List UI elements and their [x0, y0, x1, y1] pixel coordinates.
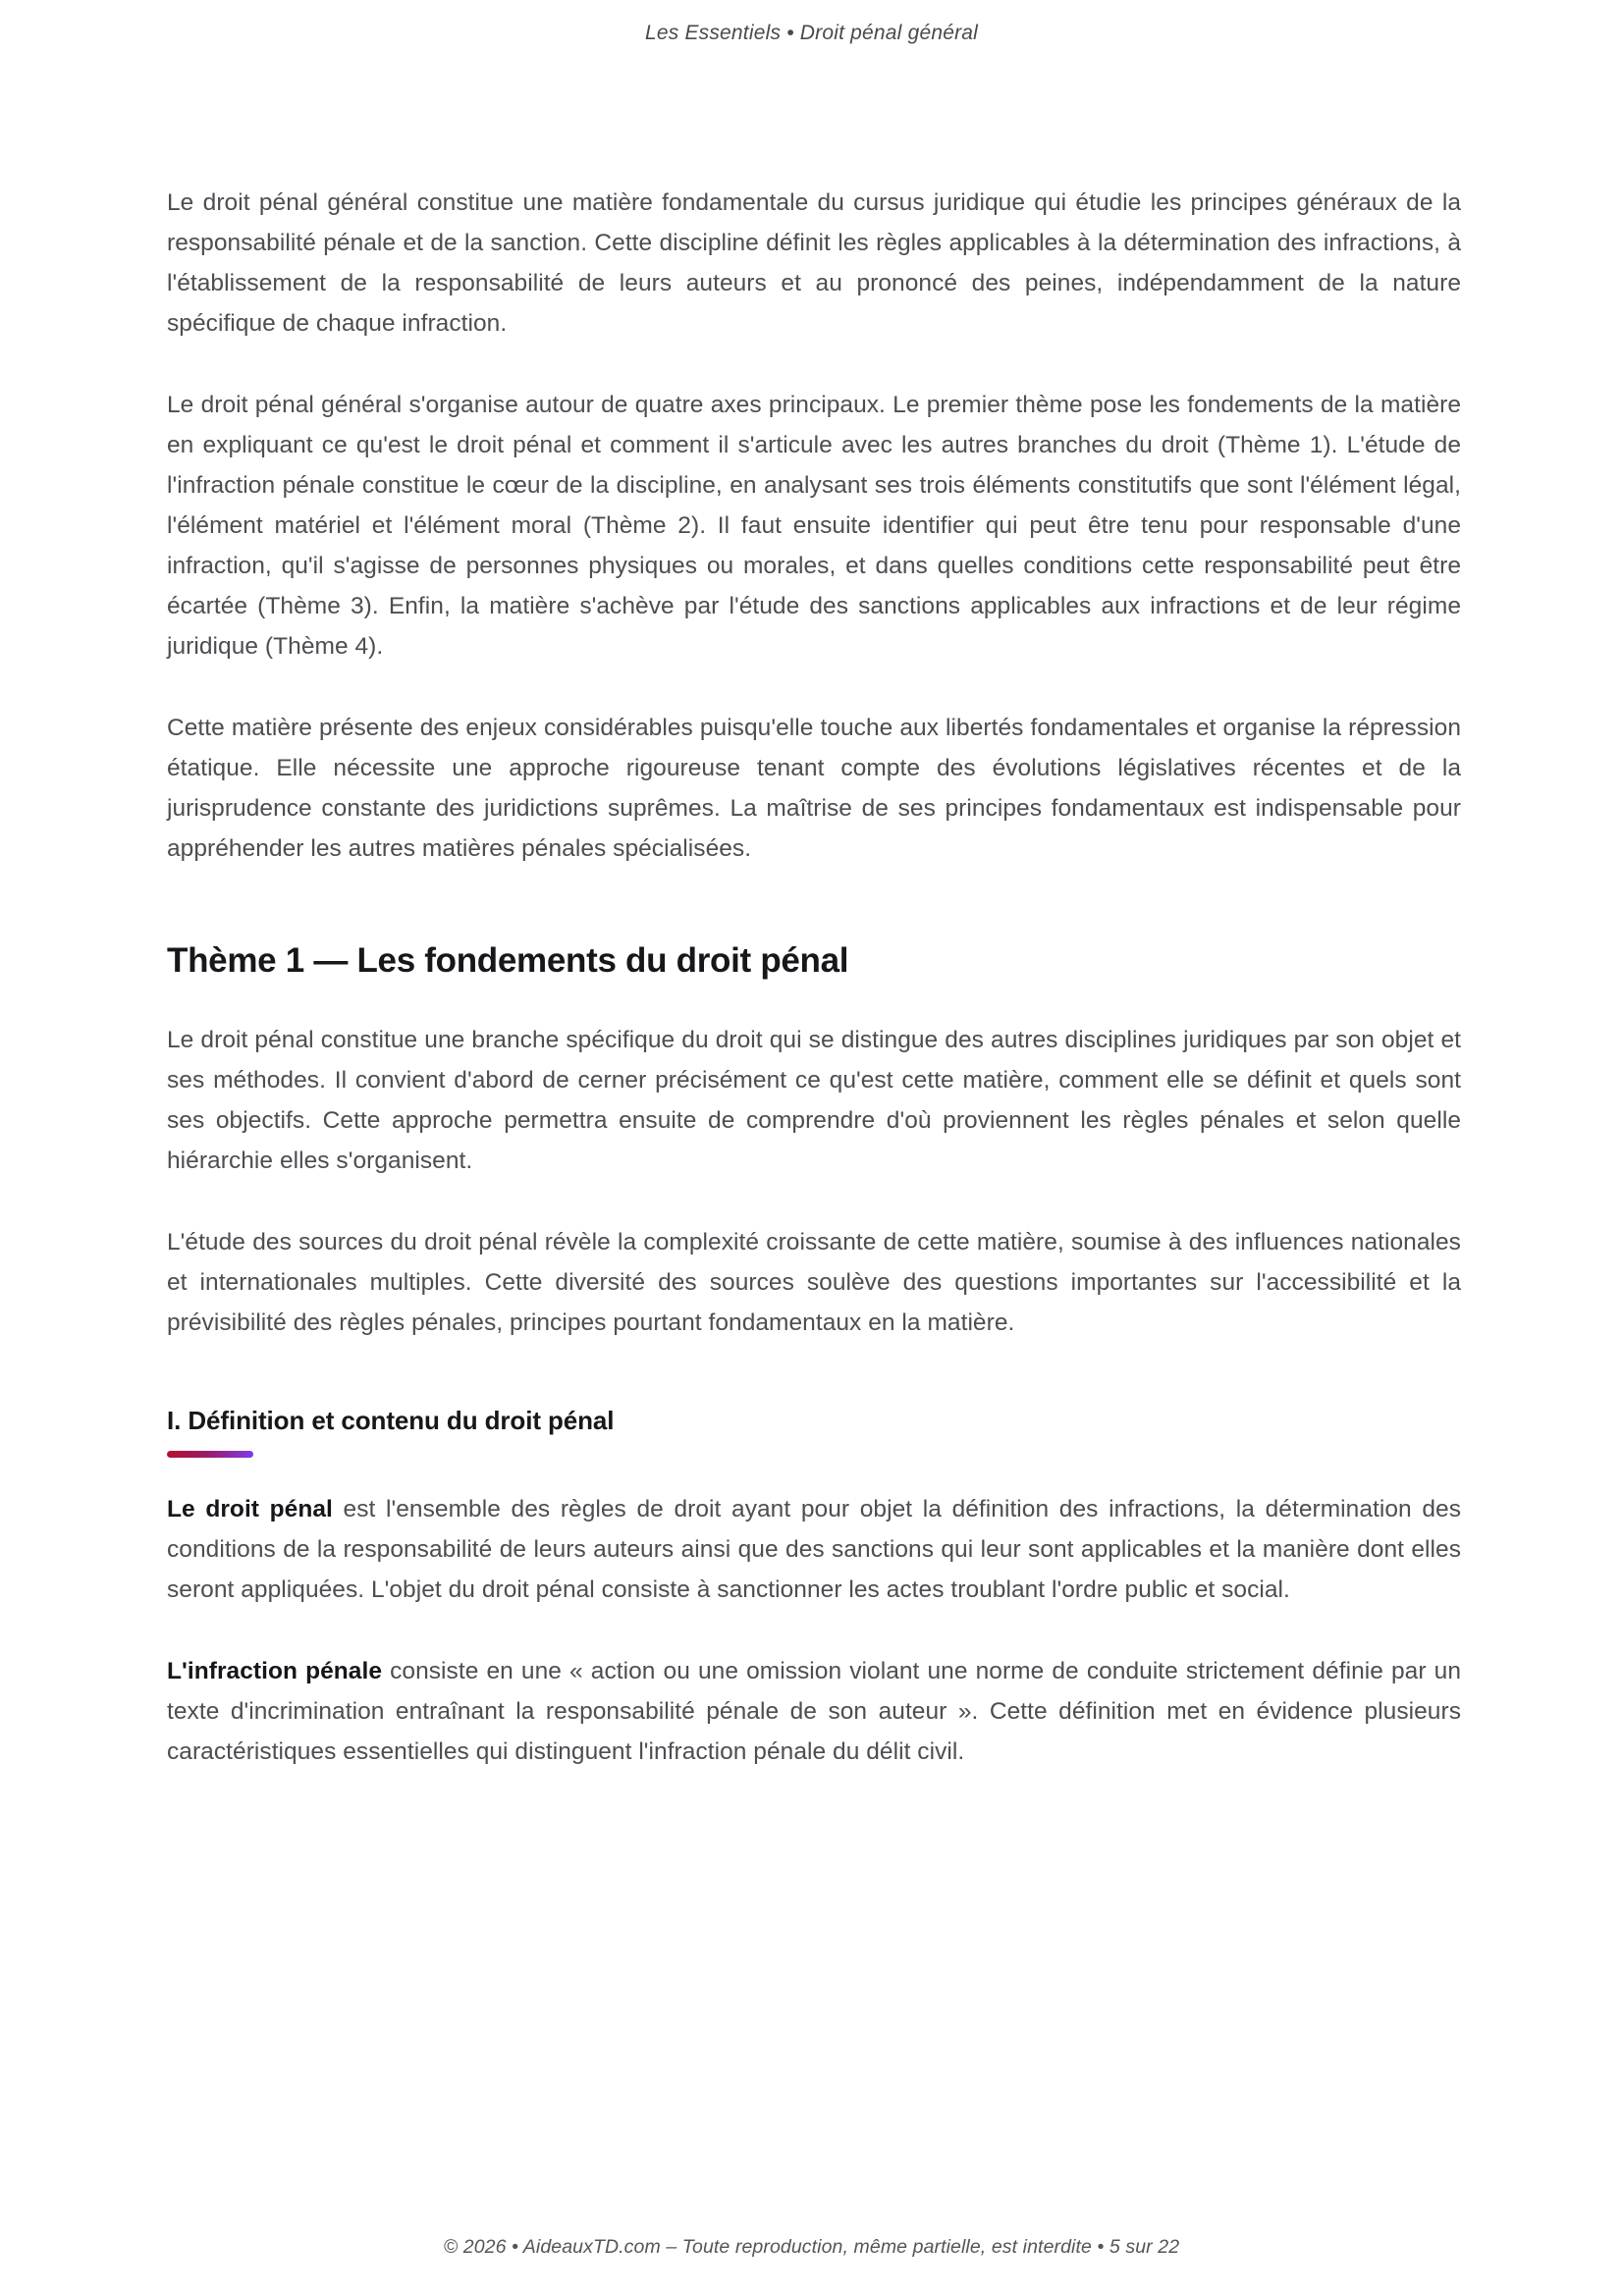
page-footer: © 2026 • AideauxTD.com – Toute reproduction, même partielle, est interdite • 5 sur 22: [443, 2236, 1180, 2258]
intro-paragraph-1: Le droit pénal général constitue une matière fondamentale du cursus juridique qui étudie les principes généraux de la responsabilité pénale et de la sanction. Cette discipline définit les règles applicables à la détermination des infractions, à l'établissement de la responsabilité de leurs auteurs et au prononcé des peines, indépendamment de la nature spécifique de chaque infraction.: [167, 189, 1461, 337]
section-gradient-rule: [167, 1451, 253, 1458]
definition-paragraph-2: [167, 1651, 1461, 1772]
definition-body-text: est l'ensemble des règles de droit ayant pour objet la définition des infractions, la détermination des conditions de la responsabilité de leurs auteurs ainsi que des sanctions qui leur sont applicables et la manière dont elles seront appliquées. L'objet du droit pénal consiste à sanctionner les actes troublant l'ordre public et social.: [167, 1496, 1461, 1603]
definition-paragraph-1: [167, 1489, 1461, 1610]
theme-heading: Thème 1 — Les fondements du droit pénal: [167, 941, 849, 980]
intro-paragraph-3: Cette matière présente des enjeux considérables puisqu'elle touche aux libertés fondamentales et organise la répression étatique. Elle nécessite une approche rigoureuse tenant compte des évolutions législatives récentes et de la jurisprudence constante des juridictions suprêmes. La maîtrise de ses principes fondamentaux est indispensable pour appréhender les autres matières pénales spécialisées.: [167, 715, 1461, 862]
intro-paragraph-2: Le droit pénal général s'organise autour de quatre axes principaux. Le premier thème pose les fondements de la matière en expliquant ce qu'est le droit pénal et comment il s'articule avec les autres branches du droit (Thème 1). L'étude de l'infraction pénale constitue le cœur de la discipline, en analysant ses trois éléments constitutifs que sont l'élément légal, l'élément matériel et l'élément moral (Thème 2). Il faut ensuite identifier qui peut être tenu pour responsable d'une infraction, qu'il s'agisse de personnes physiques ou morales, et dans quelles conditions cette responsabilité peut être écartée (Thème 3). Enfin, la matière s'achève par l'étude des sanctions applicables aux infractions et de leur régime juridique (Thème 4).: [167, 392, 1461, 660]
definition-lead-term: L'infraction pénale: [167, 1658, 383, 1684]
definition-lead-term: Le droit pénal: [167, 1496, 333, 1522]
theme-paragraph-2: L'étude des sources du droit pénal révèle la complexité croissante de cette matière, soumise à des influences nationales et internationales multiples. Cette diversité des sources soulève des questions importantes sur l'accessibilité et la prévisibilité des règles pénales, principes pourtant fondamentaux en la matière.: [167, 1229, 1461, 1336]
section-heading: I. Définition et contenu du droit pénal: [167, 1406, 615, 1435]
theme-paragraph-1: Le droit pénal constitue une branche spécifique du droit qui se distingue des autres disciplines juridiques par son objet et ses méthodes. Il convient d'abord de cerner précisément ce qu'est cette matière, comment elle se définit et quels sont ses objectifs. Cette approche permettra ensuite de comprendre d'où proviennent les règles pénales et selon quelle hiérarchie elles s'organisent.: [167, 1027, 1461, 1174]
running-header: Les Essentiels • Droit pénal général: [644, 22, 979, 44]
definition-body-text: consiste en une « action ou une omission violant une norme de conduite strictement définie par un texte d'incrimination entraînant la responsabilité pénale de son auteur ». Cette définition met en évidence plusieurs caractéristiques essentielles qui distinguent l'infraction pénale du délit civil.: [167, 1658, 1461, 1765]
page-content: [167, 183, 1461, 1772]
